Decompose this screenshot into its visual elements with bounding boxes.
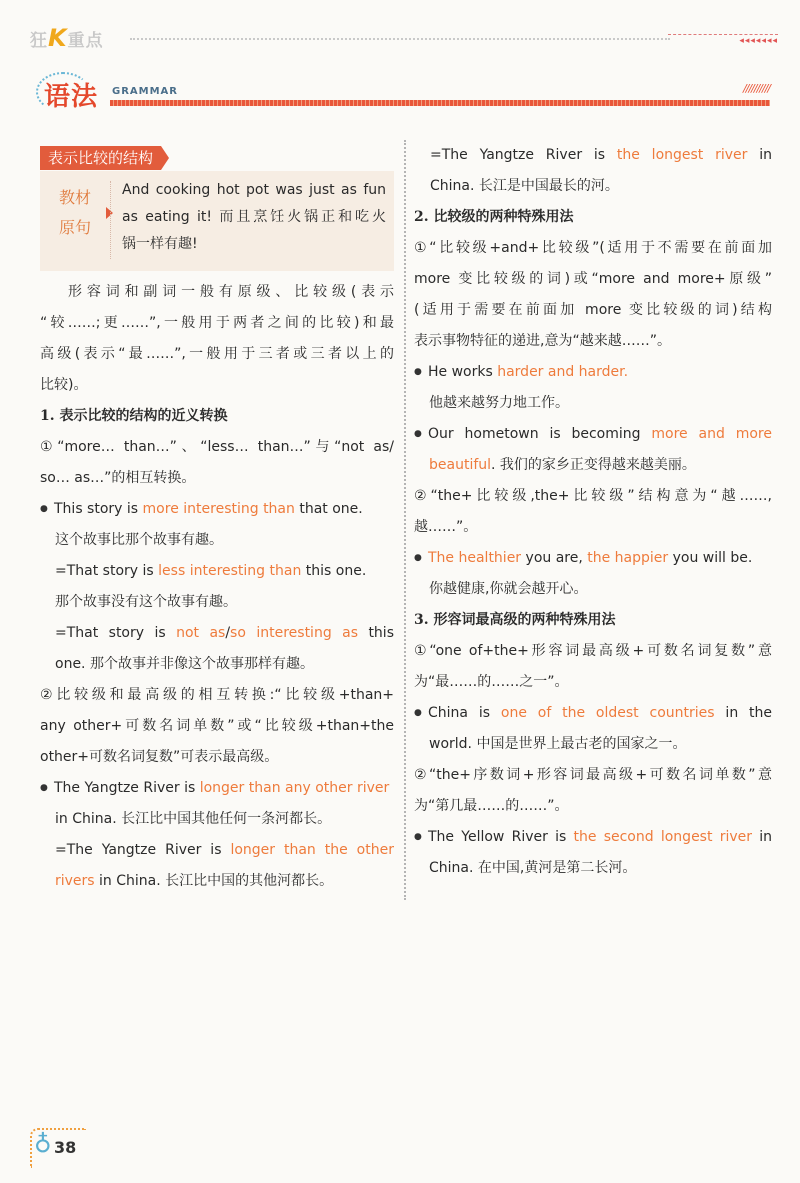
text-line: (适用于需要在前面加 more 变比较级的词)结构: [414, 302, 772, 318]
translation: 那个故事没有这个故事有趣。: [55, 594, 237, 610]
text-line: more 变比较级的词)或“more and more+原级”: [414, 271, 772, 287]
section-header: [36, 72, 770, 116]
example-sentence: ● Our hometown is becoming more and more: [414, 419, 772, 450]
brand-text-2: 重点: [67, 31, 104, 51]
brand-text: 狂: [30, 31, 48, 51]
example-sentence: ● China is one of the oldest countries in the: [414, 698, 772, 729]
arrows-text: ◂◂◂◂◂◂◂: [739, 36, 778, 46]
balloon-icon: ♁: [34, 1130, 52, 1158]
example-label: [46, 183, 104, 243]
text-line: so… as…”的相互转换。: [40, 470, 196, 486]
page-number: 38: [54, 1138, 77, 1157]
example-sentence: =That story is less interesting than this one.: [55, 563, 367, 579]
intro-paragraph: [40, 277, 394, 401]
text-line: ①“比较级+and+比较级”(适用于不需要在前面加: [414, 240, 772, 256]
text-line: 高级(表示“最……”,一般用于三者或三者以上的: [40, 346, 394, 362]
text-line: ①“one of+the+形容词最高级+可数名词复数”意: [414, 643, 772, 659]
example-label-2: 原句: [58, 218, 91, 237]
text-line: 比较)。: [40, 377, 88, 393]
heading-1: 1. 表示比较的结构的近义转换: [40, 408, 228, 424]
top-bar: [30, 22, 780, 52]
translation: China. 长江是中国最长的河。: [430, 178, 619, 194]
top-arrows-decoration: [668, 34, 778, 44]
translation: 他越来越努力地工作。: [429, 395, 569, 411]
example-sentence: ● The healthier you are, the happier you will be.: [414, 543, 772, 574]
text-line: 为“第几最……的……”。: [414, 798, 569, 814]
heading-3: 3. 形容词最高级的两种特殊用法: [414, 612, 616, 628]
left-column: [40, 140, 394, 897]
example-sentence: ● The Yellow River is the second longest river in: [414, 822, 772, 853]
column-divider: [404, 140, 406, 900]
translation: one. 那个故事并非像这个故事那样有趣。: [55, 656, 314, 672]
text-line: 越……”。: [414, 519, 478, 535]
text-line: ②“the+序数词+形容词最高级+可数名词单数”意: [414, 767, 772, 783]
example-line: 锅一样有趣!: [122, 236, 198, 252]
brand-k: K: [48, 24, 68, 52]
topic-tag: 表示比较的结构: [40, 146, 161, 170]
section-title: 语法: [44, 82, 99, 112]
example-separator: [110, 181, 111, 259]
example-line: as eating it! 而且烹饪火锅正和吃火: [122, 209, 386, 225]
example-sentence: =That story is not as/so interesting as this: [55, 625, 394, 641]
example-line: And cooking hot pot was just as fun: [122, 182, 386, 198]
example-sentence: =The Yangtze River is the longest river in: [430, 147, 772, 163]
text-line: ②比较级和最高级的相互转换:“比较级+than+: [40, 687, 394, 703]
text-line: other+可数名词复数”可表示最高级。: [40, 749, 279, 765]
example-sentence: =The Yangtze River is longer than the other: [55, 842, 394, 858]
text-line: any other+可数名词单数”或“比较级+than+the: [40, 718, 394, 734]
example-label-1: 教材: [58, 188, 91, 207]
example-sentence: rivers in China. 长江比中国的其他河都长。: [55, 873, 334, 889]
slashes-decoration: //////////: [742, 82, 770, 95]
text-line: “较……;更……”,一般用于两者之间的比较)和最: [40, 315, 394, 331]
brand-logo: [30, 24, 104, 52]
heading-2: 2. 比较级的两种特殊用法: [414, 209, 574, 225]
translation: in China. 长江比中国其他任何一条河都长。: [55, 811, 332, 827]
example-sentence: beautiful. 我们的家乡正变得越来越美丽。: [429, 457, 696, 473]
translation: 你越健康,你就会越开心。: [429, 581, 588, 597]
section-subtitle: GRAMMAR: [112, 86, 178, 97]
textbook-example-box: [40, 171, 394, 271]
section-rule: [110, 100, 770, 106]
top-dotted-rule: [130, 38, 670, 40]
example-sentence: ● He works harder and harder.: [414, 357, 772, 388]
example-text: [122, 177, 386, 258]
translation: China. 在中国,黄河是第二长河。: [429, 860, 637, 876]
text-line: 表示事物特征的递进,意为“越来越……”。: [414, 333, 671, 349]
text-line: 形容词和副词一般有原级、比较级(表示: [68, 284, 394, 300]
text-line: ②“the+比较级,the+比较级”结构意为“越……,: [414, 488, 772, 504]
text-line: 为“最……的……之一”。: [414, 674, 569, 690]
text-line: ①“more… than…”、“less… than…”与“not as/: [40, 439, 394, 455]
example-sentence: ● This story is more interesting than that one.: [40, 494, 394, 525]
example-sentence: ● The Yangtze River is longer than any other river: [40, 773, 394, 804]
right-column: [414, 140, 772, 884]
translation: 这个故事比那个故事有趣。: [55, 532, 223, 548]
translation: world. 中国是世界上最古老的国家之一。: [429, 736, 687, 752]
page-number-badge: [30, 1128, 86, 1168]
